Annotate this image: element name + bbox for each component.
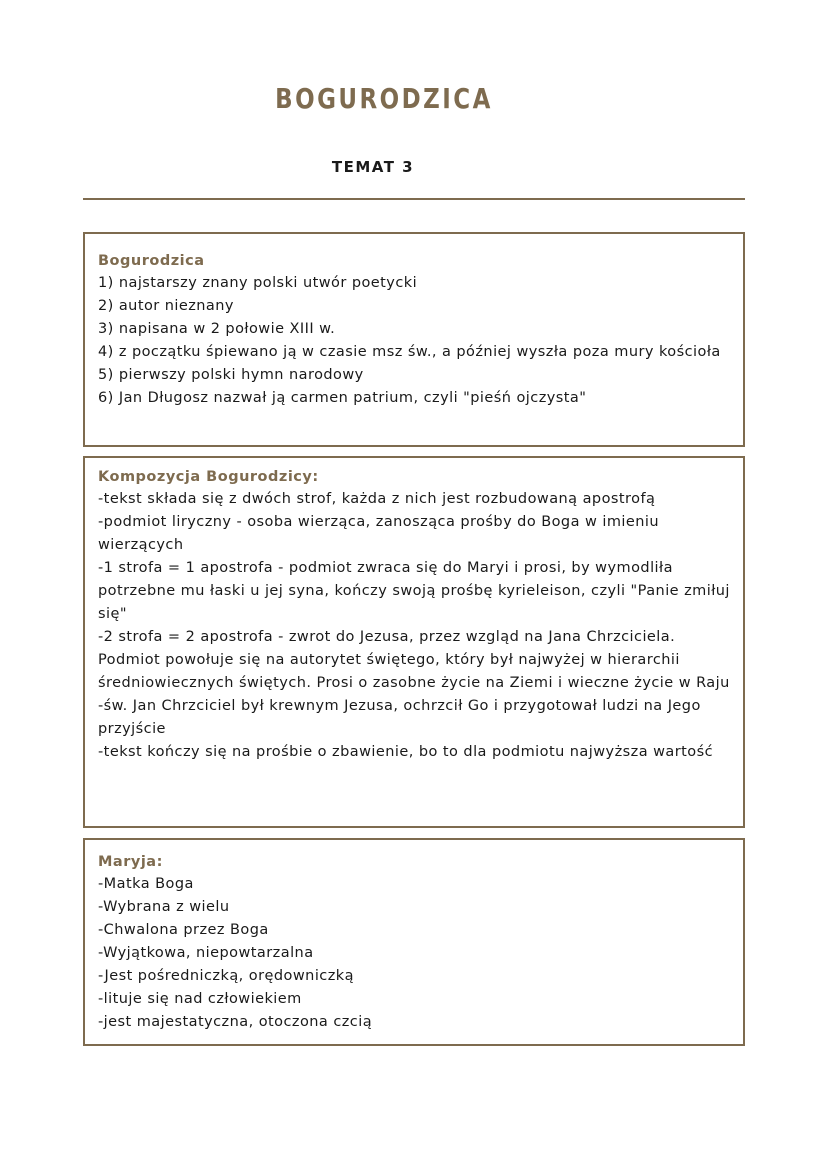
section-heading: Bogurodzica [98,253,205,269]
section-heading: Kompozycja Bogurodzicy: [98,469,319,485]
list-item: 2) autor nieznany [98,298,234,314]
list-item: -Wybrana z wielu [98,899,230,915]
section-list [98,873,731,1034]
list-item: -podmiot liryczny - osoba wierząca, zanosząca prośby do Boga w imieniu wierzących [98,514,659,553]
list-item: -tekst składa się z dwóch strof, każda z nich jest rozbudowaną apostrofą [98,491,656,507]
list-item: -1 strofa = 1 apostrofa - podmiot zwraca się do Maryi i prosi, by wymodliła potrzebne mu łaski u jej syna, kończy swoją prośbę kyrieleison, czyli "Panie zmiłuj się" [98,560,730,622]
divider-line [83,198,745,200]
list-item: -jest majestatyczna, otoczona czcią [98,1014,373,1030]
list-item: 3) napisana w 2 połowie XIII w. [98,321,336,337]
section-bogurodzica [83,232,745,447]
list-item: -Jest pośredniczką, orędowniczką [98,968,354,984]
section-list [98,488,731,764]
section-kompozycja [83,456,745,828]
list-item: -Matka Boga [98,876,194,892]
list-item: 1) najstarszy znany polski utwór poetycki [98,275,418,291]
list-item: -św. Jan Chrzciciel był krewnym Jezusa, ochrzcił Go i przygotował ludzi na Jego przyjście [98,698,701,737]
section-maryja [83,838,745,1046]
list-item: -lituje się nad człowiekiem [98,991,302,1007]
section-list [98,272,731,410]
list-item: -tekst kończy się na prośbie o zbawienie, bo to dla podmiotu najwyższa wartość [98,744,714,760]
list-item: 5) pierwszy polski hymn narodowy [98,367,364,383]
list-item: 4) z początku śpiewano ją w czasie msz św., a później wyszła poza mury kościoła [98,344,721,360]
page-subtitle: TEMAT 3 [331,158,415,176]
list-item: -Wyjątkowa, niepowtarzalna [98,945,314,961]
section-heading: Maryja: [98,854,163,870]
list-item: -2 strofa = 2 apostrofa - zwrot do Jezusa, przez wzgląd na Jana Chrzciciela. Podmiot powołuje się na autorytet świętego, który był najwyżej w hierarchii średniowiecznych świętych. Prosi o zasobne życie na Ziemi i wieczne życie w Raju [98,629,730,691]
list-item: 6) Jan Długosz nazwał ją carmen patrium, czyli "pieśń ojczysta" [98,390,587,406]
list-item: -Chwalona przez Boga [98,922,269,938]
page-title: BOGURODZICA [275,82,493,115]
